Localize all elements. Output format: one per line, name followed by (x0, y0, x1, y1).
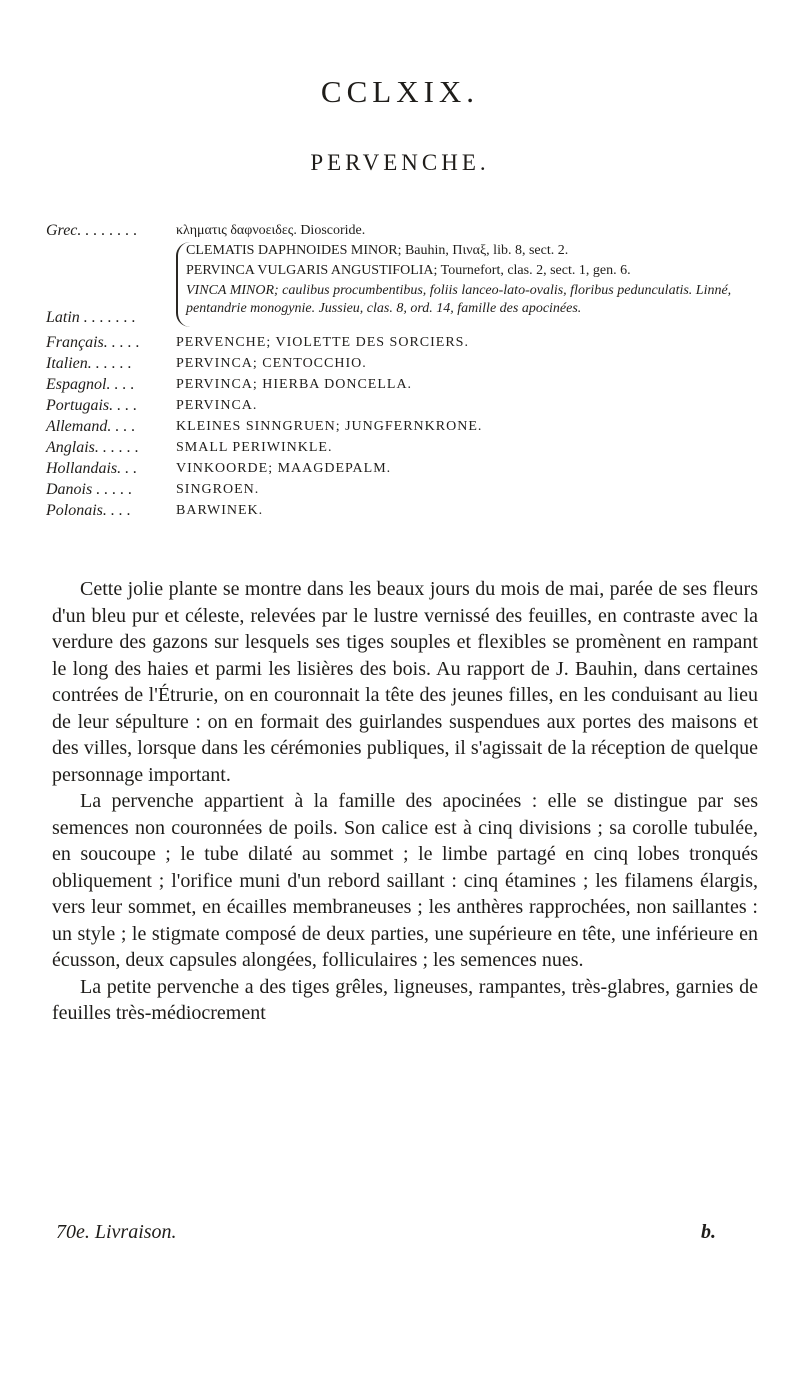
lang-label: Latin . . . . . . . (46, 309, 136, 326)
name-row-espagnol (46, 375, 766, 394)
latin-line: CLEMATIS DAPHNOIDES MINOR; Bauhin, Πιναξ, lib. 8, sect. 2. (186, 243, 569, 258)
paragraph: La pervenche appartient à la famille des apocinées : elle se distingue par ses semences non couronnées de poils. Son calice est à cinq divisions ; sa corolle tubulée, en soucoupe ; le tube dilaté au sommet ; le limbe partagé en cinq lobes tronqués obliquement ; l'orifice muni d'un rebord saillant : cinq étamines ; les filamens élargis, vers leur sommet, en écailles membraneuses ; les anthères rapprochées, non saillantes : un style ; le stigmate composé de deux parties, une supérieure en tête, une inférieure en écusson, deux capsules alongées, folliculaires ; les semences nues. (52, 790, 758, 971)
name-row-latin (46, 242, 766, 327)
lang-value: VINKOORDE; MAAGDEPALM. (176, 461, 392, 476)
paragraph: La petite pervenche a des tiges grêles, ligneuses, rampantes, très-glabres, garnies de feuilles très-médiocrement (52, 975, 758, 1024)
name-row-anglais (46, 438, 766, 457)
lang-value: PERVINCA. (176, 398, 258, 413)
latin-line: VINCA MINOR; caulibus procumbentibus, foliis lanceo-lato-ovalis, floribus pedunculatis. Linné, pentandrie monogynie. Jussieu, clas. 8, ord. 14, famille des apocinées. (186, 283, 732, 316)
name-row-italien (46, 354, 766, 373)
signature-mark: b. (701, 1221, 716, 1243)
lang-label: Anglais. . . . . . (46, 439, 139, 456)
paragraph: Cette jolie plante se montre dans les beaux jours du mois de mai, parée de ses fleurs d'un bleu pur et céleste, relevées par le lustre vernissé des feuilles, en contraste avec la verdure des gazons sur lesquels ses tiges souples et flexibles se promènent en rampant le long des haies et parmi les lisières des bois. Au rapport de J. Bauhin, dans certaines contrées de l'Étrurie, on en couronnait la tête des jeunes filles, en les conduisant au lieu de leur sépulture : on en formait des guirlandes suspendues aux portes des maisons et des villes, lorsque dans les cérémonies publiques, il s'agissait de la réception de quelque personnage important. (52, 578, 758, 786)
latin-line: PERVINCA VULGARIS ANGUSTIFOLIA; Tournefort, clas. 2, sect. 1, gen. 6. (186, 263, 631, 278)
lang-value: SMALL PERIWINKLE. (176, 440, 333, 455)
livraison-label: 70e. Livraison. (56, 1221, 177, 1243)
lang-label: Portugais. . . . (46, 397, 138, 414)
lang-value: PERVENCHE; VIOLETTE DES SORCIERS. (176, 335, 469, 350)
name-row-allemand (46, 417, 766, 436)
name-row-francais (46, 333, 766, 352)
name-row-polonais (46, 501, 766, 520)
lang-label: Hollandais. . . (46, 460, 138, 477)
page-number: CCLXIX. (320, 74, 480, 109)
lang-value: KLEINES SINNGRUEN; JUNGFERNKRONE. (176, 419, 483, 434)
body-text (52, 576, 758, 1027)
lang-label: Danois . . . . . (46, 481, 133, 498)
names-table (46, 221, 766, 522)
name-row-grec (46, 221, 766, 240)
lang-value: SINGROEN. (176, 482, 260, 497)
lang-label: Français. . . . . (46, 334, 140, 351)
latin-brace-block (176, 242, 766, 327)
page-footer (56, 1221, 756, 1244)
lang-value: κληματις δαφνοειδες. Dioscoride. (176, 223, 366, 238)
name-row-danois (46, 480, 766, 499)
name-row-hollandais (46, 459, 766, 478)
lang-value: PERVINCA; HIERBA DONCELLA. (176, 377, 413, 392)
lang-label: Grec. . . . . . . . (46, 222, 138, 239)
lang-value: PERVINCA; CENTOCCHIO. (176, 356, 367, 371)
lang-value: BARWINEK. (176, 503, 264, 518)
lang-label: Allemand. . . . (46, 418, 136, 435)
name-row-portugais (46, 396, 766, 415)
page-title: PERVENCHE. (310, 150, 490, 175)
lang-label: Polonais. . . . (46, 502, 131, 519)
lang-label: Espagnol. . . . (46, 376, 135, 393)
lang-label: Italien. . . . . . (46, 355, 132, 372)
